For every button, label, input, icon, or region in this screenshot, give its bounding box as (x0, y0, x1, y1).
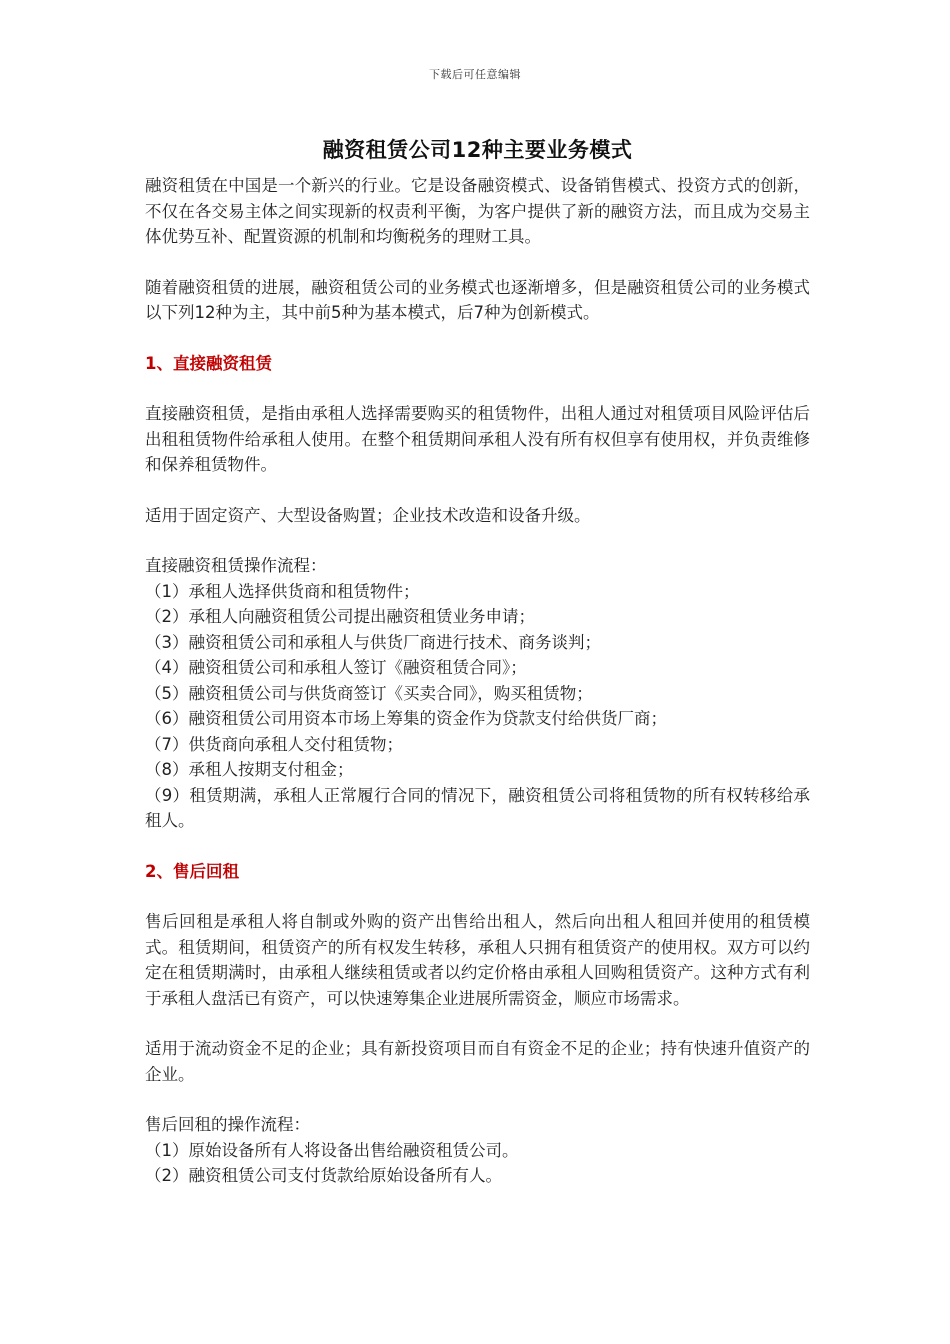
document-body (145, 135, 810, 1189)
spacer (145, 250, 810, 275)
spacer (145, 326, 810, 351)
intro-paragraph-1: 融资租赁在中国是一个新兴的行业。它是设备融资模式、设备销售模式、投资方式的创新，不仅在各交易主体之间实现新的权责利平衡，为客户提供了新的融资方法，而且成为交易主体优势互补、配置资源的机制和均衡税务的理财工具。 (145, 176, 810, 246)
section-1-applicable: 适用于固定资产、大型设备购置；企业技术改造和设备升级。 (145, 505, 591, 525)
section-2-applicable: 适用于流动资金不足的企业；具有新投资项目而自有资金不足的企业；持有快速升值资产的企业。 (145, 1039, 810, 1084)
spacer (145, 376, 810, 401)
section-2-heading: 2、售后回租 (145, 861, 239, 881)
spacer (145, 1087, 810, 1112)
spacer (145, 1011, 810, 1036)
list-item: （2）融资租赁公司支付货款给原始设备所有人。 (145, 1166, 502, 1185)
spacer (145, 478, 810, 503)
section-2-description: 售后回租是承租人将自制或外购的资产出售给出租人，然后向出租人租回并使用的租赁模式。租赁期间，租赁资产的所有权发生转移，承租人只拥有租赁资产的使用权。双方可以约定在租赁期满时，由承租人继续租赁或者以约定价格由承租人回购租赁资产。这种方式有利于承租人盘活已有资产，可以快速筹集企业进展所需资金，顺应市场需求。 (145, 912, 810, 1008)
spacer (145, 884, 810, 909)
list-item: （6）融资租赁公司用资本市场上筹集的资金作为贷款支付给供货厂商； (145, 709, 667, 728)
list-item: （8）承租人按期支付租金； (145, 760, 354, 779)
list-item: （9）租赁期满，承租人正常履行合同的情况下，融资租赁公司将租赁物的所有权转移给承租人。 (145, 785, 810, 830)
list-item: （4）融资租赁公司和承租人签订《融资租赁合同》； (145, 658, 527, 677)
list-item: （2）承租人向融资租赁公司提出融资租赁业务申请； (145, 607, 535, 626)
section-1-description: 直接融资租赁，是指由承租人选择需要购买的租赁物件，出租人通过对租赁项目风险评估后出租租赁物件给承租人使用。在整个租赁期间承租人没有所有权但享有使用权，并负责维修和保养租赁物件。 (145, 404, 810, 474)
spacer (145, 834, 810, 859)
section-2-process-title: 售后回租的操作流程： (145, 1115, 310, 1134)
header-note: 下载后可任意编辑 (429, 68, 521, 81)
spacer (145, 528, 810, 553)
section-2-steps (145, 1138, 810, 1189)
section-1-heading: 1、直接融资租赁 (145, 353, 272, 373)
list-item: （5）融资租赁公司与供货商签订《买卖合同》，购买租赁物； (145, 683, 593, 703)
section-1-process-title: 直接融资租赁操作流程： (145, 556, 327, 575)
intro-paragraph-2: 随着融资租赁的进展，融资租赁公司的业务模式也逐渐增多，但是融资租赁公司的业务模式以下列12种为主，其中前5种为基本模式，后7种为创新模式。 (145, 277, 810, 322)
list-item: （1）承租人选择供货商和租赁物件； (145, 581, 420, 601)
list-item: （3）融资租赁公司和承租人与供货厂商进行技术、商务谈判； (145, 632, 601, 652)
list-item: （7）供货商向承租人交付租赁物； (145, 734, 403, 754)
list-item: （1）原始设备所有人将设备出售给融资租赁公司。 (145, 1140, 519, 1160)
section-1-steps (145, 579, 810, 834)
document-title: 融资租赁公司12种主要业务模式 (322, 138, 633, 162)
